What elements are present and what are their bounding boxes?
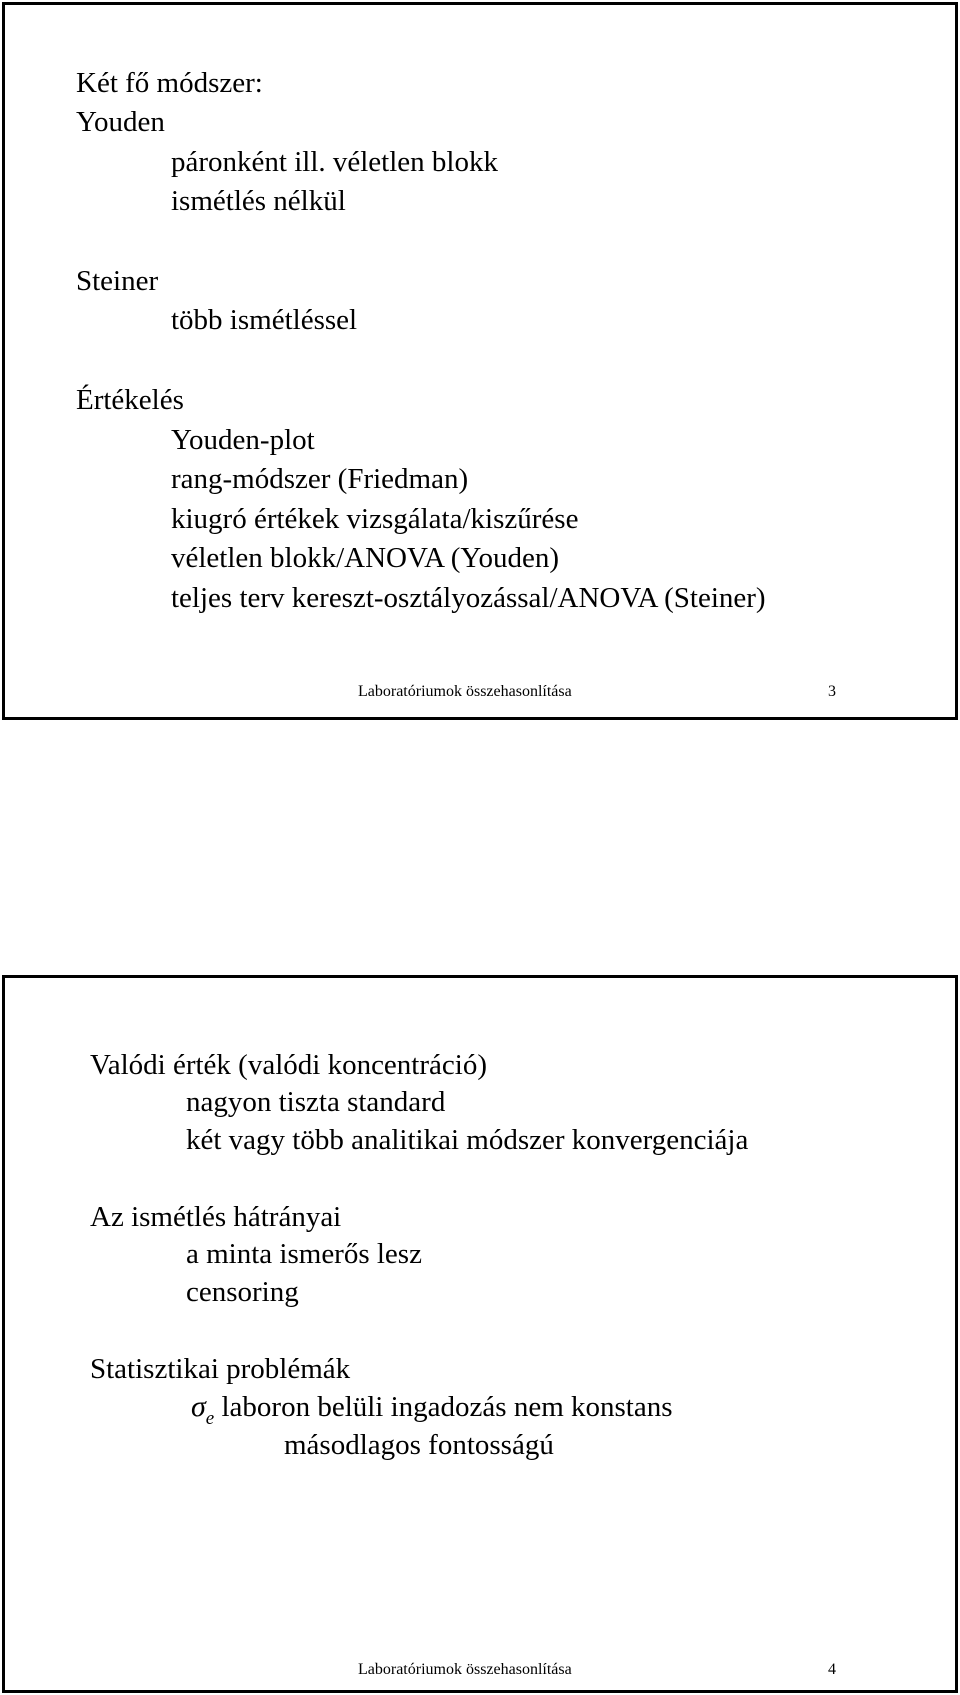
slide4-drawback-item-1: a minta ismerős lesz [186,1238,422,1270]
slide3-youden-detail-2: ismétlés nélkül [171,185,346,217]
slide3-footer-title: Laboratóriumok összehasonlítása [358,683,572,700]
slide4-true-value-item-2: két vagy több analitikai módszer konvergenciája [186,1124,749,1156]
slide-3 [2,2,958,720]
slide3-eval-item-3: kiugró értékek vizsgálata/kiszűrése [171,503,579,535]
slide3-youden-detail-1: páronként ill. véletlen blokk [171,146,498,178]
slide3-method-steiner: Steiner [76,265,159,297]
slide3-steiner-detail: több ismétléssel [171,304,358,336]
slide4-true-value-item-1: nagyon tiszta standard [186,1086,446,1118]
slide4-drawback-item-2: censoring [186,1276,299,1308]
sigma-subscript: e [205,1408,215,1429]
slide3-page-number: 3 [828,683,836,700]
slide-4 [2,975,958,1693]
slide4-true-value: Valódi érték (valódi koncentráció) [90,1049,487,1081]
slide3-eval-item-1: Youden-plot [171,424,315,456]
slide4-footer-title: Laboratóriumok összehasonlítása [358,1661,572,1678]
slide4-stat-problems: Statisztikai problémák [90,1353,351,1385]
sigma-description: laboron belüli ingadozás nem konstans [214,1391,673,1423]
slide3-evaluation: Értékelés [76,384,184,416]
slide3-eval-item-5: teljes terv kereszt-osztályozással/ANOVA (Steiner) [171,582,766,614]
sigma-symbol: σ [191,1390,206,1423]
slide3-eval-item-4: véletlen blokk/ANOVA (Youden) [171,542,560,574]
slide4-secondary-importance: másodlagos fontosságú [284,1429,554,1461]
slide4-repeat-drawbacks: Az ismétlés hátrányai [90,1201,342,1233]
slide3-method-youden: Youden [76,106,165,138]
slide4-page-number: 4 [828,1661,836,1678]
slide3-heading: Két fő módszer: [76,67,263,99]
slide4-sigma-line [191,1390,673,1428]
slide3-eval-item-2: rang-módszer (Friedman) [171,463,469,495]
